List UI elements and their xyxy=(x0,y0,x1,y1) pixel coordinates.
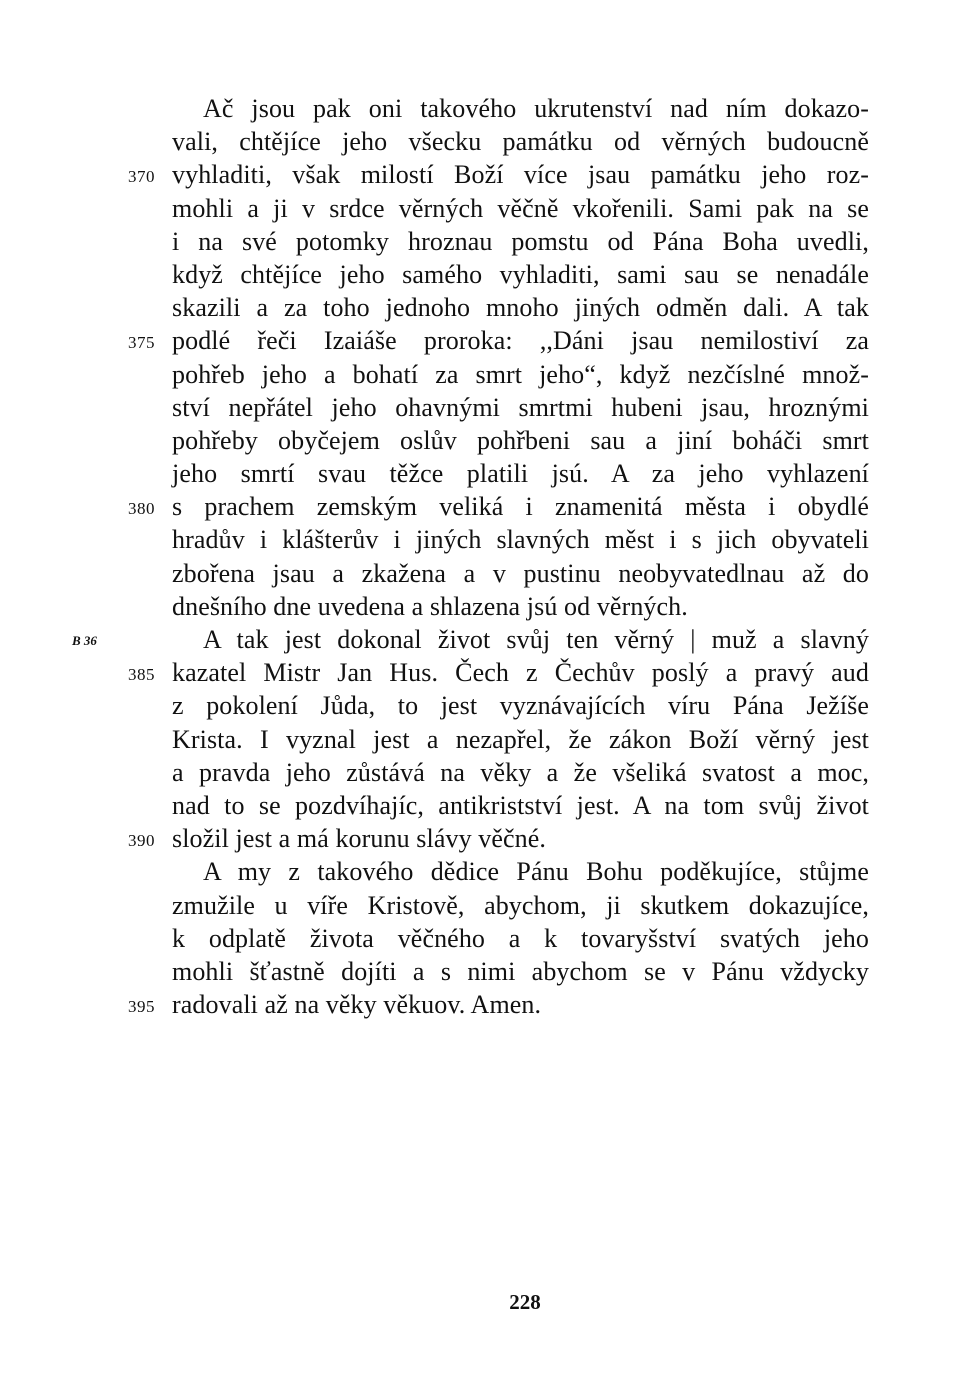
text-line xyxy=(128,158,869,191)
line-text: dnešního dne uvedena a shlazena jsú od věrných. xyxy=(172,591,688,621)
line-text: vali, chtějíce jeho všecku památku od věrných budoucně xyxy=(172,127,869,157)
text-line xyxy=(172,225,869,258)
text-line xyxy=(172,922,869,955)
line-text: zbořena jsau a zkažena a v pustinu neobyvatedlnau až do xyxy=(172,558,869,588)
line-number: 395 xyxy=(128,997,155,1017)
line-text: i na své potomky hroznau pomstu od Pána Boha uvedli, xyxy=(172,226,869,256)
text-line xyxy=(128,656,869,689)
text-line xyxy=(172,358,869,391)
line-text: Krista. I vyznal jest a nezapřel, že zákon Boží věrný jest xyxy=(172,724,869,754)
margin-note: B 36 xyxy=(72,633,97,648)
text-line xyxy=(172,855,869,888)
line-text: podlé řeči Izaiáše proroka: ,,Dáni jsau nemilostiví za xyxy=(172,326,869,356)
text-line xyxy=(172,92,869,125)
text-line xyxy=(172,192,869,225)
text-line xyxy=(172,723,869,756)
line-text: hradův i klášterův i jiných slavných měst i s jich obyvateli xyxy=(172,525,869,555)
line-number: 370 xyxy=(128,167,155,187)
line-text: mohli a ji v srdce věrných věčně vkořenili. Sami pak na se xyxy=(172,193,869,223)
text-line xyxy=(172,125,869,158)
line-text: vyhladiti, však milostí Boží více jsau památku jeho roz- xyxy=(172,160,869,190)
text-line xyxy=(128,324,869,357)
line-text: ství nepřátel jeho ohavnými smrtmi hubeni jsau, hroznými xyxy=(172,392,869,422)
line-text: mohli šťastně dojíti a s nimi abychom se v Pánu vždycky xyxy=(172,956,869,986)
line-text: složil jest a má korunu slávy věčné. xyxy=(172,824,546,854)
body-text xyxy=(72,92,869,1021)
line-number: 390 xyxy=(128,831,155,851)
line-text: skazili a za toho jednoho mnoho jiných odměn dali. A tak xyxy=(172,293,869,323)
line-text: když chtějíce jeho samého vyhladiti, sami sau se nenadále xyxy=(172,259,869,289)
line-number: 385 xyxy=(128,665,155,685)
line-number: 375 xyxy=(128,333,155,353)
text-line xyxy=(172,291,869,324)
line-text: A my z takového dědice Pánu Bohu poděkujíce, stůjme xyxy=(203,857,869,887)
line-number: 380 xyxy=(128,499,155,519)
line-text: pohřeb jeho a bohatí za smrt jeho“, když nezčíslné množ- xyxy=(172,359,869,389)
line-text: Ač jsou pak oni takového ukrutenství nad ním dokazo- xyxy=(203,94,869,123)
line-text: kazatel Mistr Jan Hus. Čech z Čechův poslý a pravý aud xyxy=(172,658,869,688)
text-line xyxy=(172,424,869,457)
text-line xyxy=(172,689,869,722)
text-line xyxy=(172,889,869,922)
line-text: nad to se pozdvíhajíc, antikristství jest. A na tom svůj život xyxy=(172,790,869,820)
line-text: s prachem zemským veliká i znamenitá města i obydlé xyxy=(172,492,869,522)
text-line xyxy=(172,557,869,590)
line-text: jeho smrtí svau těžce platili jsú. A za jeho vyhlazení xyxy=(172,459,869,489)
text-line xyxy=(128,490,869,523)
text-line xyxy=(128,988,869,1021)
text-line xyxy=(172,523,869,556)
line-text: radovali až na věky věkuov. Amen. xyxy=(172,990,542,1020)
line-text: z pokolení Jůda, to jest vyznávajících víru Pána Ježíše xyxy=(172,691,869,721)
text-line xyxy=(172,391,869,424)
text-line xyxy=(172,457,869,490)
text-line xyxy=(128,822,869,855)
text-line xyxy=(172,789,869,822)
line-text: pohřeby obyčejem oslův pohřbeni sau a jiní boháči smrt xyxy=(172,425,869,455)
line-text: k odplatě života věčného a k tovaryšství svatých jeho xyxy=(172,923,869,953)
text-line xyxy=(72,623,869,656)
text-line xyxy=(172,258,869,291)
text-line xyxy=(172,955,869,988)
line-text: zmužile u víře Kristově, abychom, ji skutkem dokazujíce, xyxy=(172,890,869,920)
text-line xyxy=(172,756,869,789)
text-line xyxy=(172,590,869,623)
page-number: 228 xyxy=(509,1290,541,1314)
line-text: A tak jest dokonal život svůj ten věrný | muž a slavný xyxy=(203,625,869,654)
line-text: a pravda jeho zůstává na věky a že všeliká svatost a moc, xyxy=(172,757,869,787)
